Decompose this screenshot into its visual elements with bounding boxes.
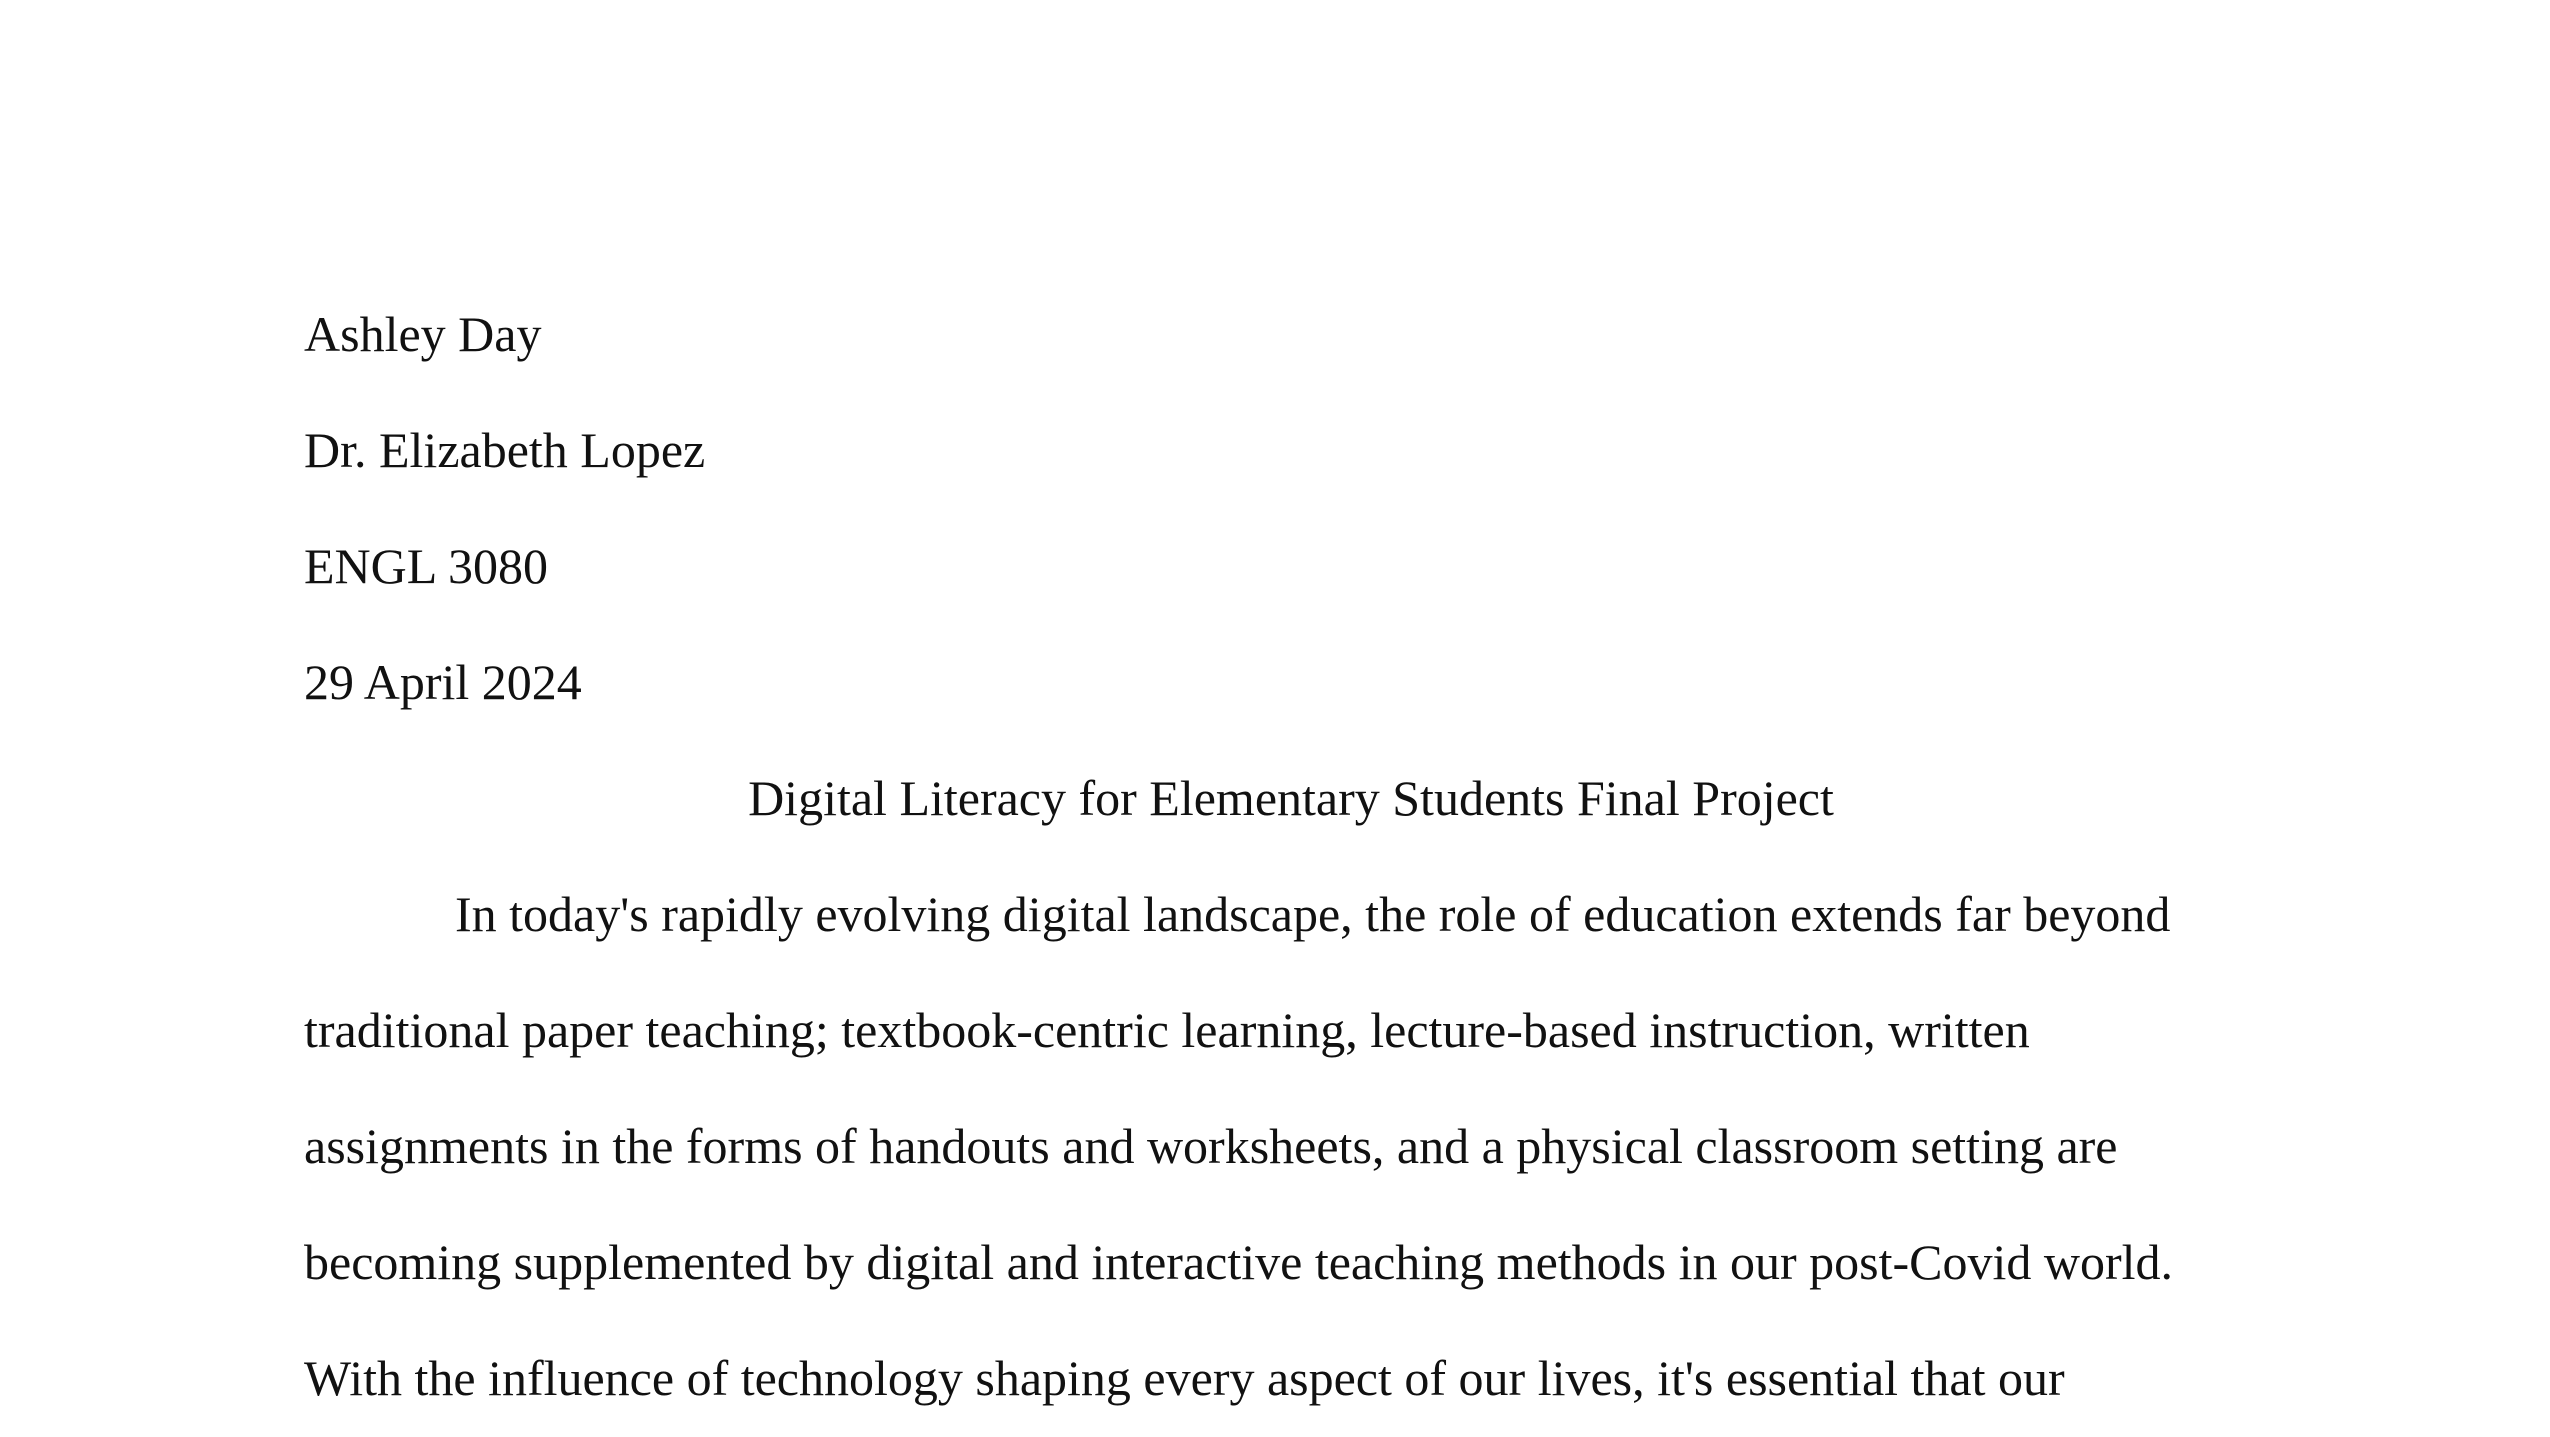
body-line-5: With the influence of technology shaping every aspect of our lives, it's essential that our: [304, 1350, 2065, 1406]
body-line-3: assignments in the forms of handouts and worksheets, and a physical classroom setting are: [304, 1118, 2118, 1174]
course-code: ENGL 3080: [304, 538, 548, 594]
body-line-4: becoming supplemented by digital and interactive teaching methods in our post-Covid world.: [304, 1234, 2174, 1290]
instructor-name: Dr. Elizabeth Lopez: [304, 422, 706, 478]
body-line-1: In today's rapidly evolving digital landscape, the role of education extends far beyond: [455, 886, 2171, 942]
submission-date: 29 April 2024: [304, 654, 582, 710]
author-name: Ashley Day: [304, 306, 542, 362]
body-line-2: traditional paper teaching; textbook-centric learning, lecture-based instruction, written: [304, 1002, 2030, 1058]
document-title: Digital Literacy for Elementary Students Final Project: [748, 770, 1834, 826]
